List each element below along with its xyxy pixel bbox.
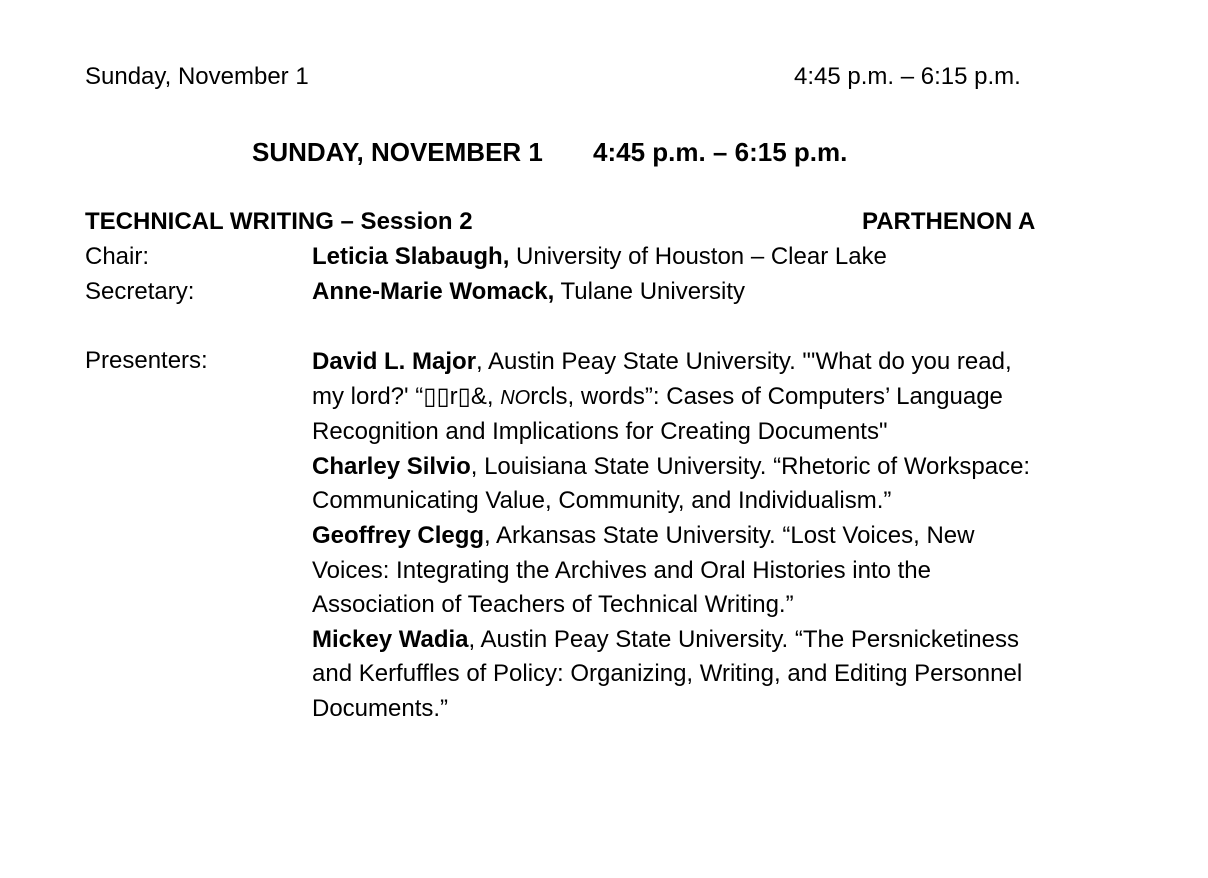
presenter-name: David L. Major bbox=[312, 348, 477, 375]
presenter-entry bbox=[312, 450, 1032, 519]
secretary-label: Secretary: bbox=[85, 278, 195, 305]
secretary-affiliation: Tulane University bbox=[554, 278, 746, 305]
presenter-entry bbox=[312, 519, 1032, 623]
presenter-name: Charley Silvio bbox=[312, 452, 471, 480]
presenter-paper: , Louisiana State University. “Rhetoric of Workspace: Communicating Value, Community, and Individualism.” bbox=[312, 452, 1031, 515]
header-time: 4:45 p.m. – 6:15 p.m. bbox=[794, 63, 1021, 90]
page-title-time: 4:45 p.m. – 6:15 p.m. bbox=[593, 137, 848, 167]
presenter-paper: , Austin Peay State University. “The Persnicketiness and Kerfuffles of Policy: Organizing, Writing, and Editing Personnel Documents.” bbox=[312, 625, 1023, 722]
presenters-label: Presenters: bbox=[85, 347, 208, 374]
presenter-entry bbox=[312, 345, 1032, 450]
chair-entry bbox=[312, 242, 887, 272]
presenter-name: Mickey Wadia bbox=[312, 625, 469, 653]
session-name: TECHNICAL WRITING – Session 2 bbox=[85, 208, 473, 235]
chair-name: Leticia Slabaugh, bbox=[312, 243, 510, 270]
page-title-day: SUNDAY, NOVEMBER 1 bbox=[252, 137, 543, 167]
session-room: PARTHENON A bbox=[862, 208, 1036, 235]
presenter-list bbox=[312, 345, 1032, 727]
presenter-entry bbox=[312, 623, 1032, 727]
presenter-paper-cont: rcls, words”: Cases of Computers’ Language Recognition and Implications for Creating Documents" bbox=[312, 382, 1003, 446]
presenter-name: Geoffrey Clegg bbox=[312, 521, 485, 549]
chair-affiliation: University of Houston – Clear Lake bbox=[509, 243, 887, 270]
presenter-paper-garbled: NO bbox=[500, 386, 531, 409]
presenter-paper: , Austin Peay State University. "'What do you read, my lord?' “▯▯r▯&, bbox=[312, 348, 1012, 410]
header-day: Sunday, November 1 bbox=[85, 63, 309, 90]
secretary-name: Anne-Marie Womack, bbox=[312, 278, 555, 305]
chair-label: Chair: bbox=[85, 243, 150, 270]
presenter-paper: , Arkansas State University. “Lost Voices, New Voices: Integrating the Archives and Oral Histories into the Association of Teachers of Technical Writing.” bbox=[312, 521, 975, 619]
secretary-entry bbox=[312, 277, 745, 307]
